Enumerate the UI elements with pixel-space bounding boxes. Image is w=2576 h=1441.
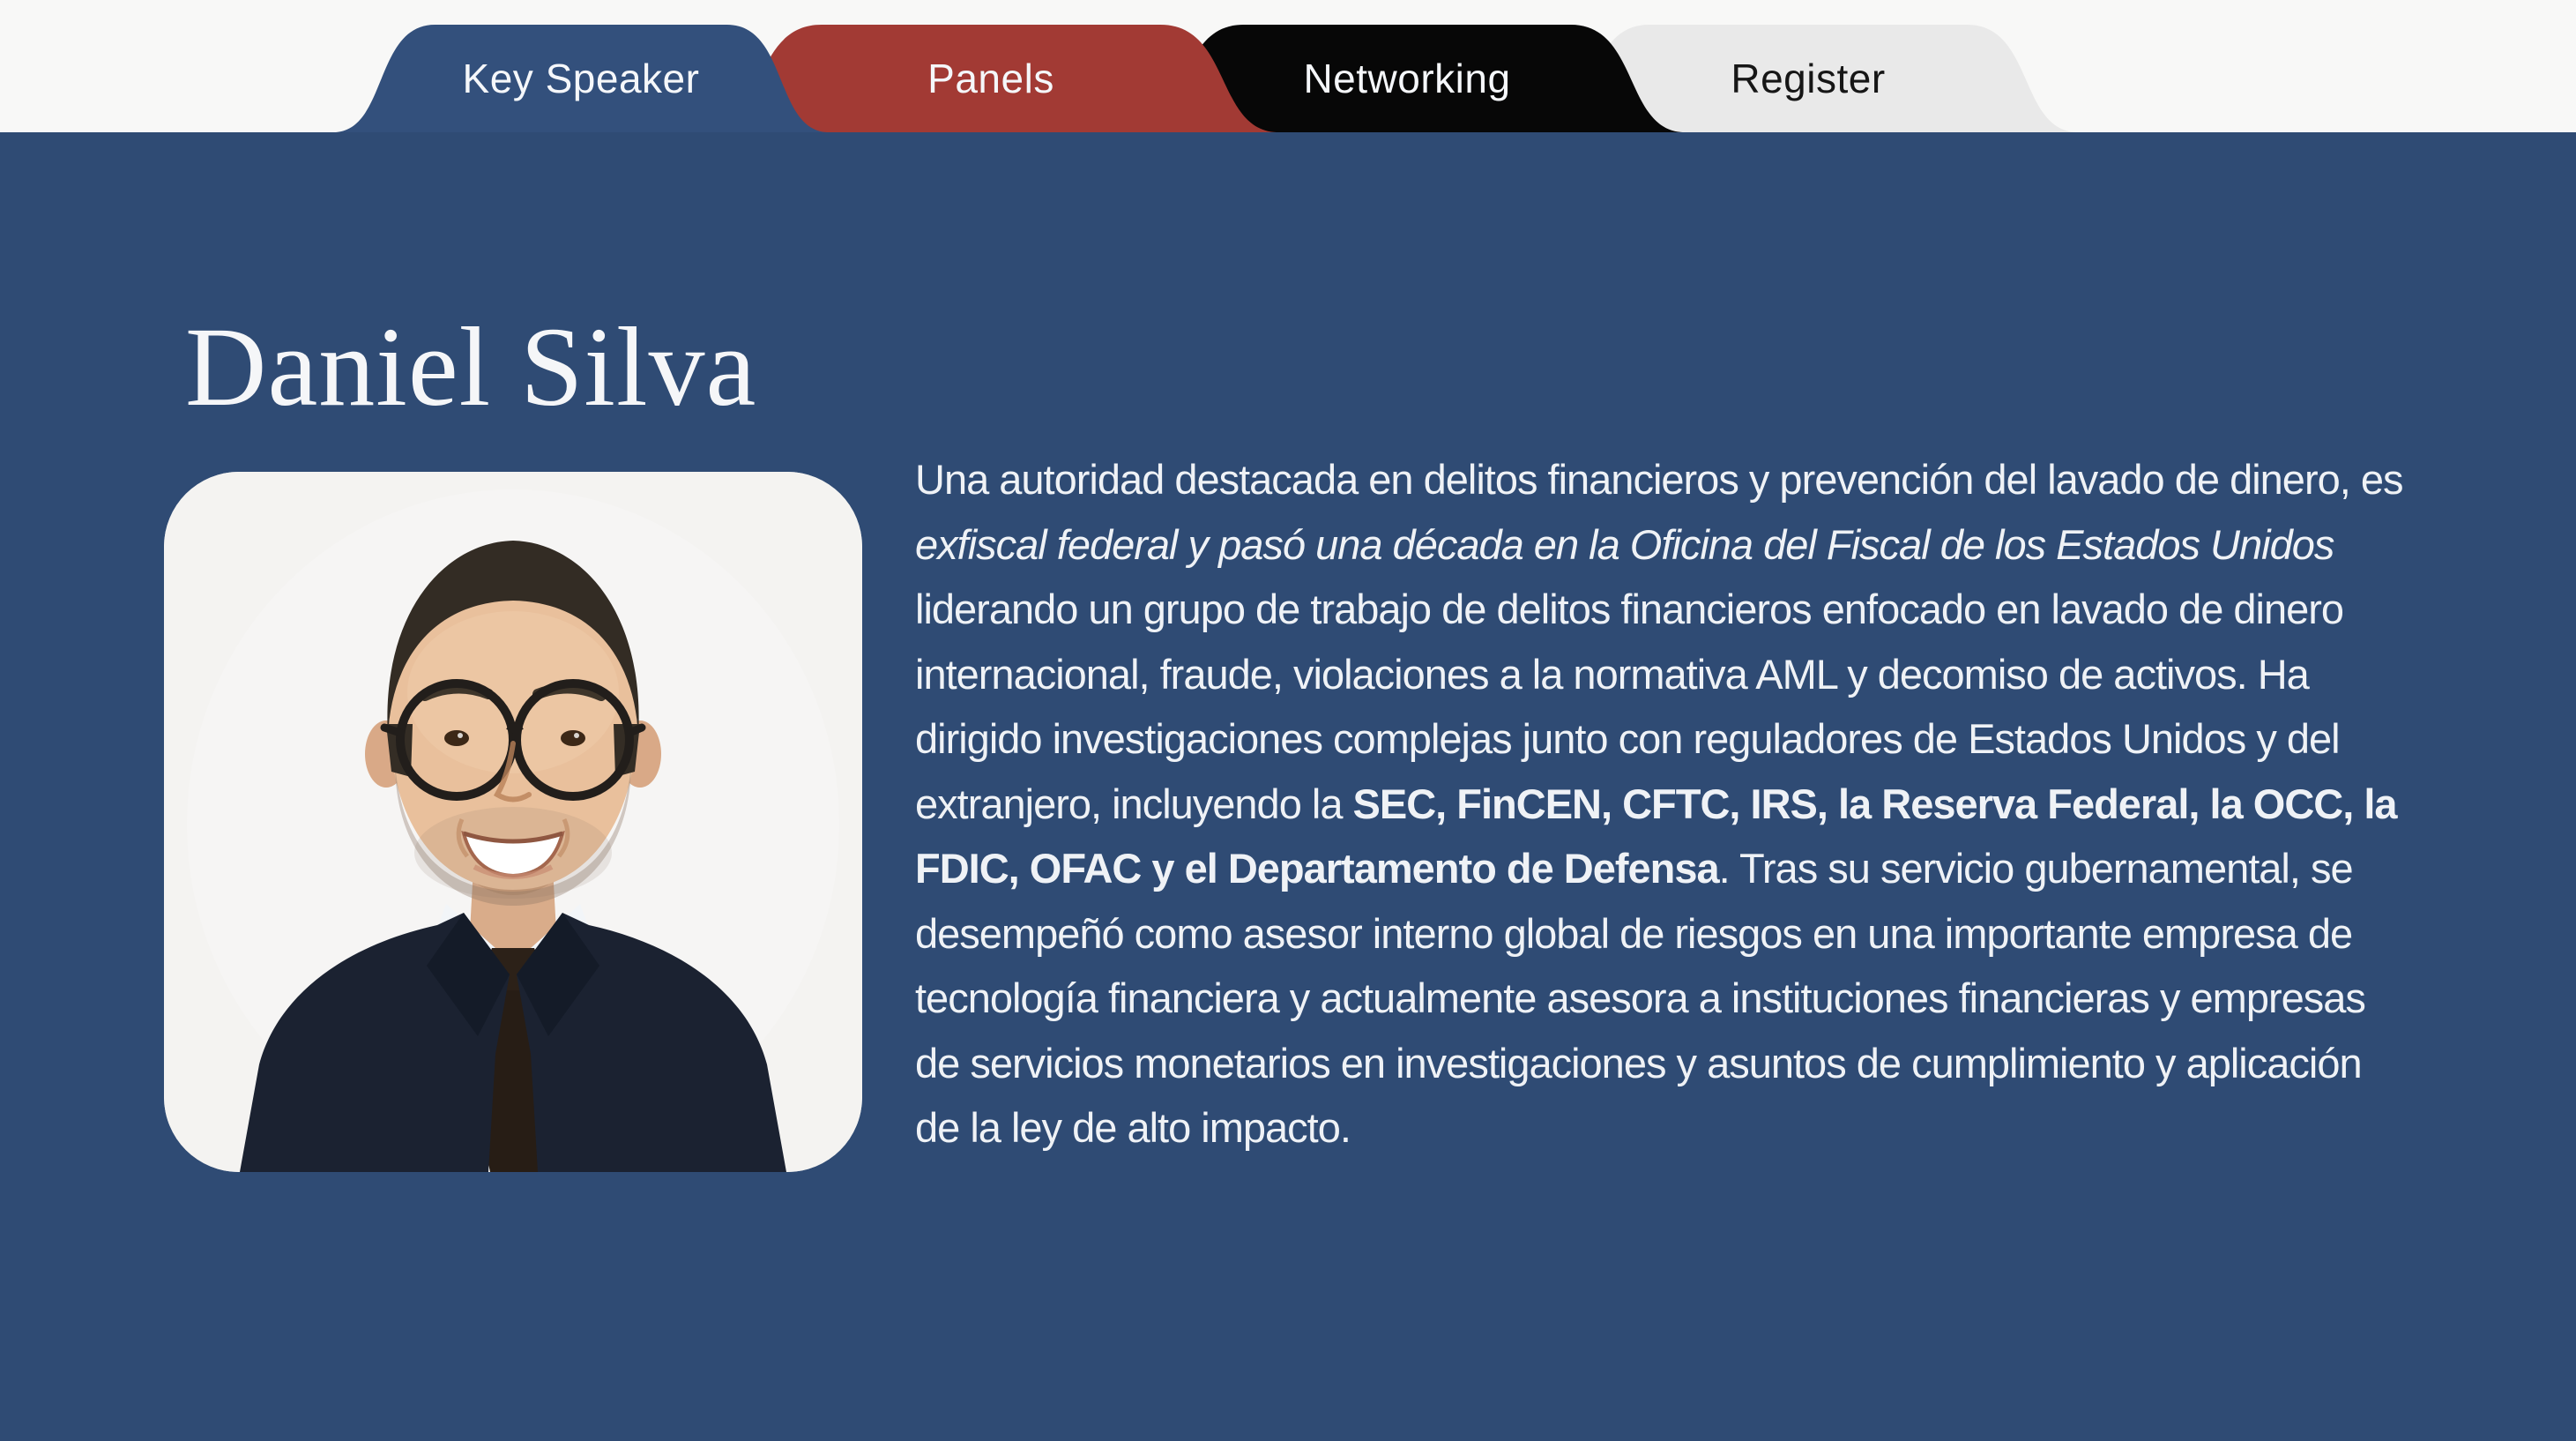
tab-key-speaker[interactable] (335, 25, 827, 132)
bio-segment: liderando un grupo de trabajo de delitos financieros enfocado en lavado de dinero internacional, fraude, violaciones a la normativa AML y decomiso de activos. Ha dirigido investigaciones complejas junto con reguladores de Estados Unidos y del extranjero, incluyendo la (915, 586, 2344, 827)
tab-label: Key Speaker (462, 56, 700, 101)
tab-label: Networking (1303, 56, 1511, 101)
bio-segment: SEC, FinCEN, CFTC, IRS, la Reserva Federal, la OCC, la FDIC, OFAC y el Departamento de Defensa (915, 780, 2397, 892)
tab-label: Panels (927, 56, 1054, 101)
speaker-bio (915, 447, 2407, 1161)
speaker-section (0, 132, 2576, 1441)
speaker-photo (164, 472, 862, 1172)
bio-segment: Una autoridad destacada en delitos financieros y prevención del lavado de dinero, es (915, 456, 2403, 503)
page-title: Daniel Silva (185, 303, 757, 429)
speaker-portrait-illustration (164, 472, 862, 1172)
bio-segment: exfiscal federal y pasó una década en la Oficina del Fiscal de los Estados Unidos (915, 520, 2334, 568)
bio-segment: . Tras su servicio gubernamental, se desempeñó como asesor interno global de riesgos en una importante empresa de tecnología financiera y actualmente asesora a instituciones financieras y empresas de servicios monetarios en investigaciones y asuntos de cumplimiento y aplicación de la ley de alto impacto. (915, 845, 2365, 1151)
tab-label: Register (1731, 56, 1886, 101)
tab-bar (0, 0, 2576, 132)
